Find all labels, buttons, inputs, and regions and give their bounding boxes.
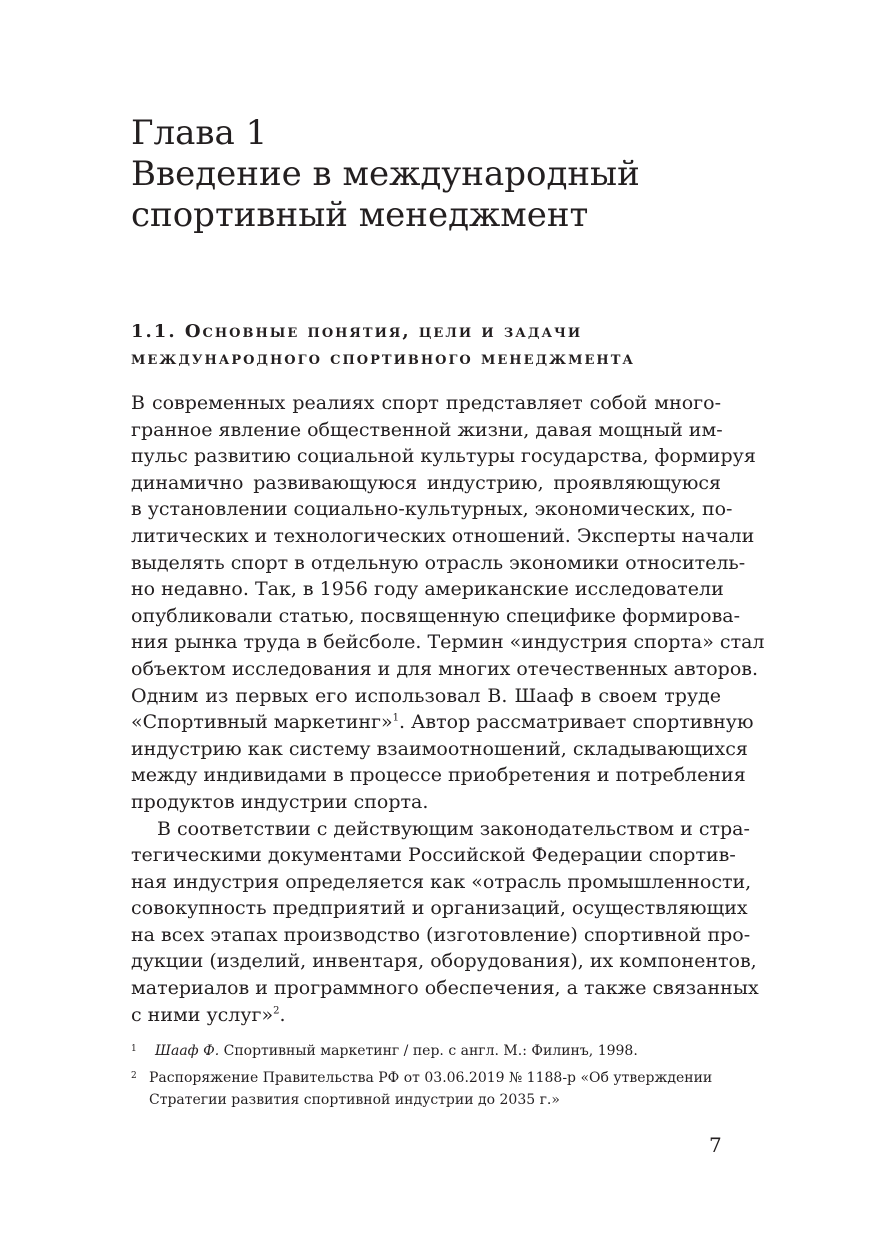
text-line: объектом исследования и для многих отечественных авторов. <box>131 657 758 680</box>
footnotes <box>131 1040 731 1111</box>
footnote-text <box>149 1043 638 1059</box>
text-line: совокупность предприятий и организаций, осуществляющих <box>131 897 748 920</box>
footnote-ref-1: 1 <box>392 712 399 724</box>
text-line: литических и технологических отношений. Эксперты начали <box>131 524 755 547</box>
footnote-1 <box>131 1040 731 1062</box>
text-fragment: . Автор рассматривает спортивную <box>398 711 754 734</box>
page-number: 7 <box>709 1133 722 1157</box>
footnote-ref-2: 2 <box>273 1005 280 1017</box>
footnote-author: Шааф Ф. <box>155 1043 220 1059</box>
section-heading <box>131 318 731 372</box>
text-line: продуктов индустрии спорта. <box>131 790 429 813</box>
text-line: динамично развивающуюся индустрию, проявляющуюся <box>131 471 721 494</box>
section-heading-line-2: международного спортивного менеджмента <box>131 348 635 369</box>
footnote-text-line-2: Стратегии развития спортивной индустрии до 2035 г.» <box>149 1092 560 1108</box>
text-fragment: «Спортивный маркетинг» <box>131 711 393 734</box>
footnote-2 <box>131 1067 731 1111</box>
footnote-number: 1 <box>131 1044 137 1054</box>
footnote-body: Спортивный маркетинг / пер. с англ. М.: Филинъ, 1998. <box>219 1043 638 1059</box>
text-line: материалов и программного обеспечения, а также связанных <box>131 977 759 1000</box>
text-line-with-footnote <box>131 709 754 736</box>
text-line: Одним из первых его использовал В. Шааф в своем труде <box>131 684 721 707</box>
text-line: гранное явление общественной жизни, давая мощный им- <box>131 418 723 441</box>
footnote-text-line-1: Распоряжение Правительства РФ от 03.06.2019 № 1188-р «Об утверждении <box>149 1070 713 1086</box>
chapter-title-line-2: Введение в международный <box>131 154 640 194</box>
text-line: В современных реалиях спорт представляет собой много- <box>131 392 721 414</box>
text-line: пульс развитию социальной культуры государства, формируя <box>131 445 756 468</box>
text-line: ния рынка труда в бейсболе. Термин «индустрия спорта» стал <box>131 631 765 654</box>
chapter-title-line-1: Глава 1 <box>131 113 268 153</box>
text-line: между индивидами в процессе приобретения и потребления <box>131 764 746 787</box>
text-fragment: . <box>279 1003 286 1026</box>
text-line: В соответствии с действующим законодательством и стра- <box>157 817 750 840</box>
text-line: тегическими документами Российской Федерации спортив- <box>131 844 736 867</box>
section-heading-line-1: 1.1. Основные понятия, цели и задачи <box>131 321 583 342</box>
text-line: на всех этапах производство (изготовление) спортивной про- <box>131 923 751 946</box>
footnote-number: 2 <box>131 1071 137 1081</box>
text-line: в установлении социально-культурных, экономических, по- <box>131 498 733 521</box>
text-line: но недавно. Так, в 1956 году американские исследователи <box>131 578 724 601</box>
chapter-title-line-3: спортивный менеджмент <box>131 195 589 235</box>
body-text <box>131 390 765 1028</box>
text-line: опубликовали статью, посвященную специфике формирова- <box>131 604 741 627</box>
text-line: выделять спорт в отдельную отрасль экономики относитель- <box>131 551 746 574</box>
text-line: индустрию как систему взаимоотношений, складывающихся <box>131 737 748 760</box>
text-line: ная индустрия определяется как «отрасль промышленности, <box>131 870 752 893</box>
chapter-title <box>131 113 751 236</box>
text-fragment: с ними услуг» <box>131 1003 274 1026</box>
text-line-with-footnote <box>131 1002 721 1029</box>
text-line: дукции (изделий, инвентаря, оборудования), их компонентов, <box>131 950 757 973</box>
